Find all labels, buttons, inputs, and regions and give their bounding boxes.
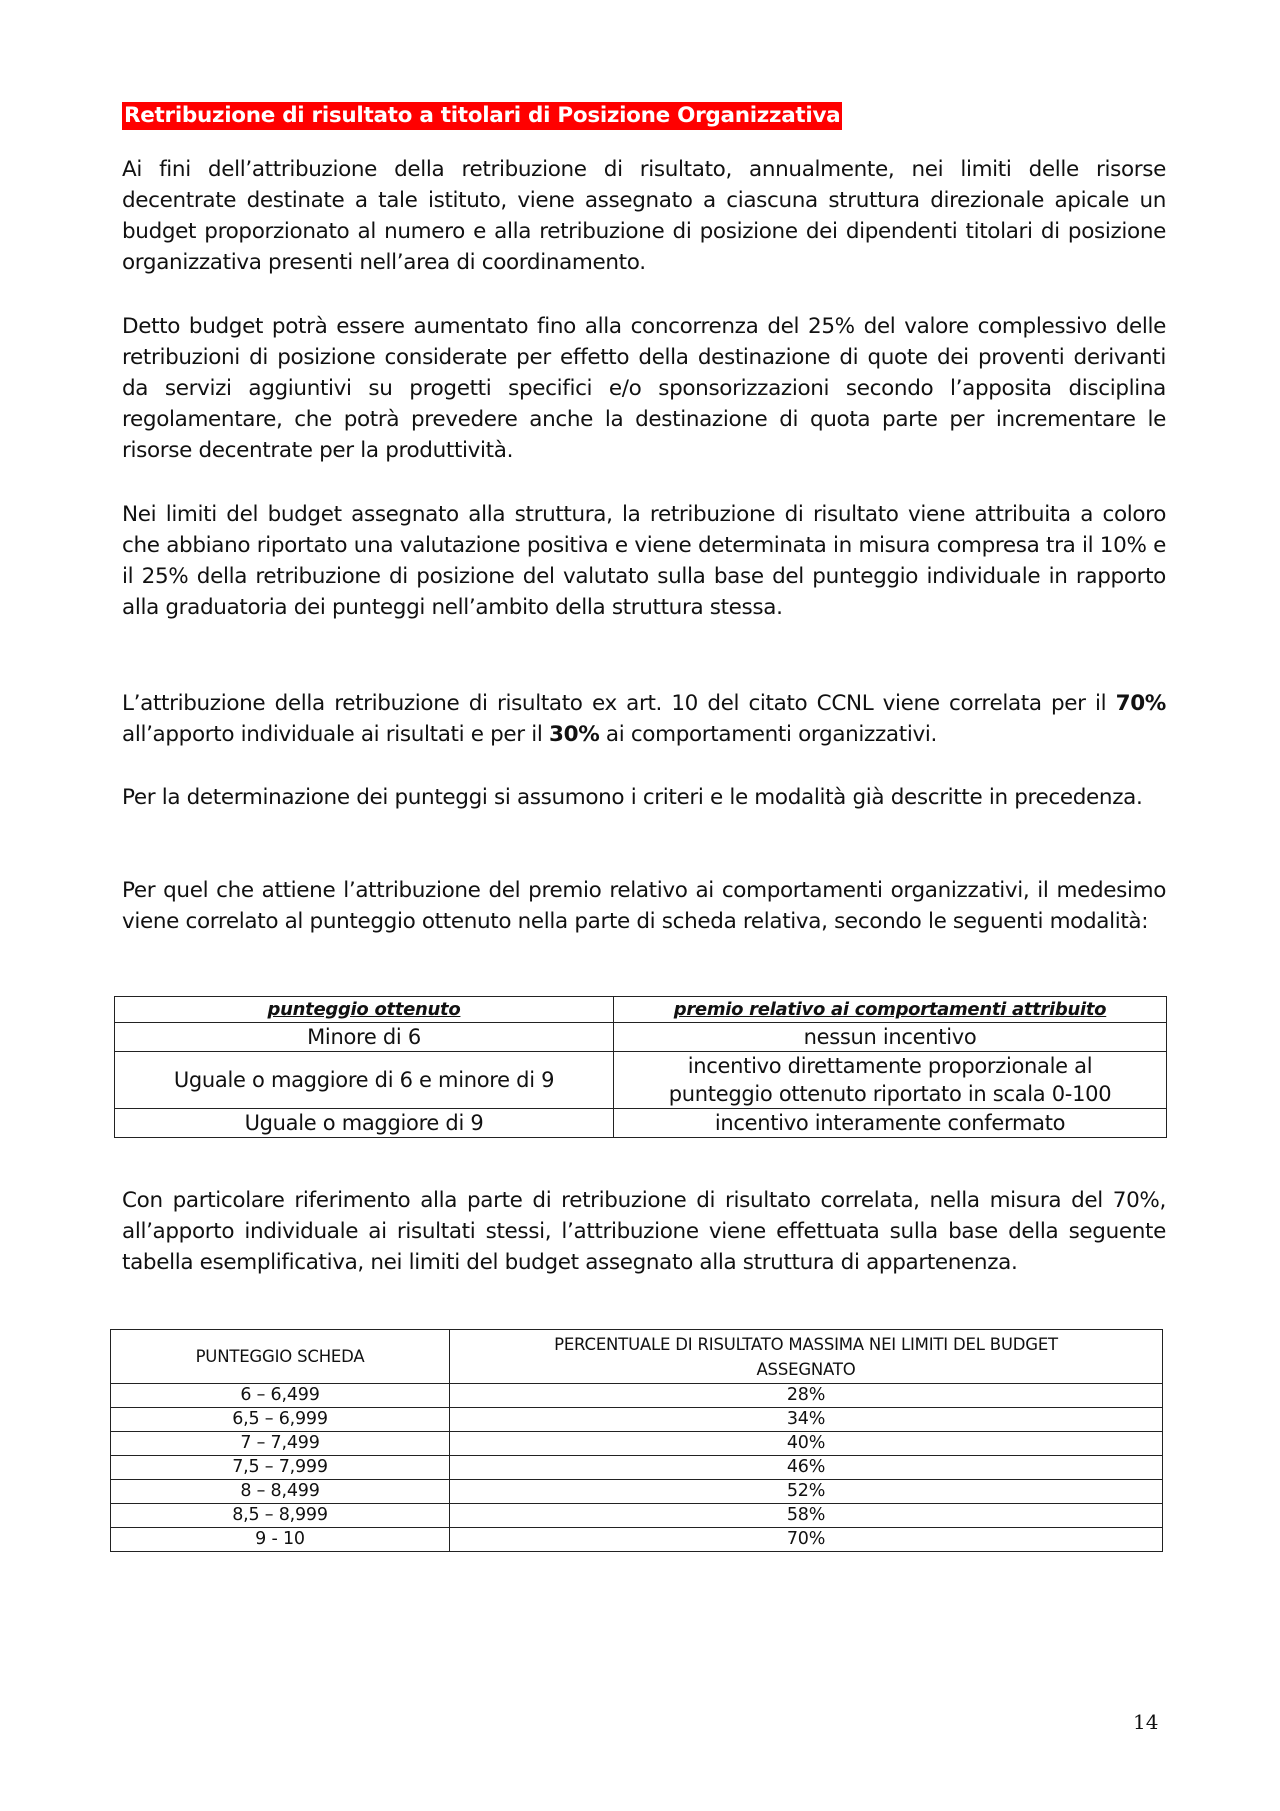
percentage-cell: 70% [450, 1528, 1163, 1552]
percentage-cell: 40% [450, 1432, 1163, 1456]
paragraph-result-attribution: Nei limiti del budget assegnato alla struttura, la retribuzione di risultato viene attribuita a coloro che abbiano riportato una valutazione positiva e viene determinata in misura compresa tra il 10% e il 25% della retribuzione di posizione del valutato sulla base del punteggio individuale in rapporto alla graduatoria dei punteggi nell’ambito della struttura stessa. [122, 502, 1166, 620]
paragraph-budget-increase: Detto budget potrà essere aumentato fino alla concorrenza del 25% del valore complessivo delle retribuzioni di posizione considerate per effetto della destinazione di quote dei proventi derivanti da servizi aggiuntivi su progetti specifici e/o sponsorizzazioni secondo l’apposita disciplina regolamentare, che potrà prevedere anche la destinazione di quota parte per incrementare le risorse decentrate per la produttività. [122, 314, 1166, 463]
p4-text-2: all’apporto individuale ai risultati e per il [122, 722, 549, 747]
table-header-row [111, 1330, 1163, 1384]
p4-percent-30: 30% [548, 722, 600, 747]
premium-cell: nessun incentivo [614, 1023, 1167, 1052]
header-score-obtained: punteggio ottenuto [115, 997, 614, 1023]
premium-cell: incentivo interamente confermato [614, 1109, 1167, 1138]
table-row [111, 1432, 1163, 1456]
paragraph-individual-contribution: Con particolare riferimento alla parte di retribuzione di risultato correlata, nella misura del 70%, all’apporto individuale ai risultati stessi, l’attribuzione viene effettuata sulla base della seguente tabella esemplificativa, nei limiti del budget assegnato alla struttura di appartenenza. [122, 1188, 1166, 1275]
percentage-cell: 58% [450, 1504, 1163, 1528]
paragraph-score-criteria: Per la determinazione dei punteggi si assumono i criteri e le modalità già descritte in precedenza. [122, 785, 1143, 810]
result-percentage-table [110, 1329, 1163, 1552]
score-range-cell: 8,5 – 8,999 [111, 1504, 450, 1528]
score-range-cell: 6,5 – 6,999 [111, 1408, 450, 1432]
header-max-percentage: PERCENTUALE DI RISULTATO MASSIMA NEI LIMITI DEL BUDGET ASSEGNATO [450, 1330, 1163, 1384]
section-title-wrapper [122, 102, 842, 130]
header-score-card: PUNTEGGIO SCHEDA [111, 1330, 450, 1384]
paragraph-budget-assignment: Ai fini dell’attribuzione della retribuzione di risultato, annualmente, nei limiti delle risorse decentrate destinate a tale istituto, viene assegnato a ciascuna struttura direzionale apicale un budget proporzionato al numero e alla retribuzione di posizione dei dipendenti titolari di posizione organizzativa presenti nell’area di coordinamento. [122, 157, 1166, 275]
table-row [115, 1052, 1167, 1109]
table-row [115, 1023, 1167, 1052]
table-row [111, 1504, 1163, 1528]
p4-percent-70: 70% [1115, 691, 1166, 716]
table-row [115, 1109, 1167, 1138]
table-row [111, 1384, 1163, 1408]
table-row [111, 1480, 1163, 1504]
score-cell: Uguale o maggiore di 9 [115, 1109, 614, 1138]
table-row [111, 1456, 1163, 1480]
score-range-cell: 8 – 8,499 [111, 1480, 450, 1504]
score-range-cell: 7 – 7,499 [111, 1432, 450, 1456]
score-range-cell: 9 - 10 [111, 1528, 450, 1552]
section-title: Retribuzione di risultato a titolari di Posizione Organizzativa [124, 103, 841, 128]
premium-cell: incentivo direttamente proporzionale al punteggio ottenuto riportato in scala 0-100 [614, 1052, 1167, 1109]
percentage-cell: 52% [450, 1480, 1163, 1504]
score-range-cell: 7,5 – 7,999 [111, 1456, 450, 1480]
percentage-cell: 46% [450, 1456, 1163, 1480]
table-row [111, 1528, 1163, 1552]
behaviour-premium-table [114, 996, 1167, 1138]
score-cell: Uguale o maggiore di 6 e minore di 9 [115, 1052, 614, 1109]
page-number: 14 [1133, 1710, 1159, 1734]
p4-text-1: L’attribuzione della retribuzione di risultato ex art. 10 del citato CCNL viene correlata per il [122, 691, 1116, 716]
paragraph-behaviour-premium: Per quel che attiene l’attribuzione del premio relativo ai comportamenti organizzativi, il medesimo viene correlato al punteggio ottenuto nella parte di scheda relativa, secondo le seguenti modalità: [122, 878, 1166, 934]
percentage-cell: 34% [450, 1408, 1163, 1432]
percentage-cell: 28% [450, 1384, 1163, 1408]
table-row [111, 1408, 1163, 1432]
paragraph-ccnl-correlation [122, 688, 1166, 750]
table-header-row [115, 997, 1167, 1023]
p4-text-3: ai comportamenti organizzativi. [599, 722, 937, 747]
header-premium-attributed: premio relativo ai comportamenti attribuito [614, 997, 1167, 1023]
score-range-cell: 6 – 6,499 [111, 1384, 450, 1408]
score-cell: Minore di 6 [115, 1023, 614, 1052]
